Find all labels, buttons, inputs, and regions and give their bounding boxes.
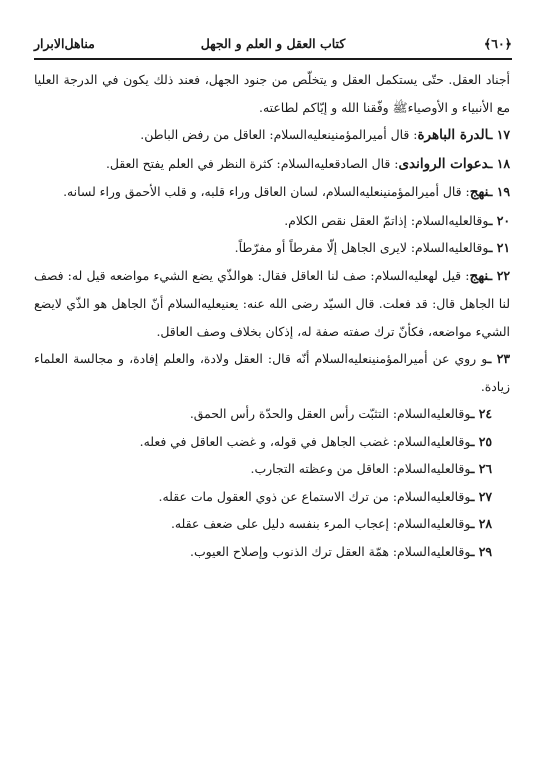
entry-text: : قال أميرالمؤمنينعليه‌السلام، لسان العاقل وراء قلبه، و قلب الأحمق وراء لسانه. xyxy=(63,184,470,199)
source-name: نهج xyxy=(469,267,489,284)
entry-number: ٢١ ـ xyxy=(488,240,510,255)
entry-text: وقالعليه‌السلام: إعجاب المرء بنفسه دليل على ضعف عقله. xyxy=(170,516,471,531)
paragraph-continuation xyxy=(34,66,510,121)
entry-number: ٢٧ ـ xyxy=(470,488,492,504)
hadith-18 xyxy=(34,150,510,179)
entry-number: ٢٥ ـ xyxy=(470,433,492,449)
header-rule xyxy=(34,58,512,60)
page-body xyxy=(34,66,510,565)
entry-text: و روي عن أميرالمؤمنينعليه‌السلام أنّه قال: العقل ولادة، والعلم إفادة، و مجالسة العلماء زيادة. xyxy=(34,351,510,394)
entry-number: ٢٠ ـ xyxy=(488,212,510,228)
entry-text: : قال الصادقعليه‌السلام: كثرة النظر في العلم يفتح العقل. xyxy=(105,155,399,171)
entry-text: وقالعليه‌السلام: غضب الجاهل في قوله، و غضب العاقل في فعله. xyxy=(139,433,471,449)
entry-number: ١٨ ـ xyxy=(488,155,510,171)
hadith-25 xyxy=(34,428,510,456)
hadith-24 xyxy=(34,400,510,428)
source-name: نهج xyxy=(469,184,489,200)
entry-text: : قال أميرالمؤمنينعليه‌السلام: العاقل من رفض الباطن. xyxy=(140,127,418,142)
chapter-title: كتاب العقل و العلم و الجهل xyxy=(200,36,346,51)
entry-number: ٢٢ ـ xyxy=(488,267,511,283)
hadith-26 xyxy=(34,455,510,483)
hadith-17 xyxy=(34,121,510,150)
entry-text: وقالعليه‌السلام: التثبّت رأس العقل والحدّة رأس الحمق. xyxy=(189,406,471,421)
hadith-28 xyxy=(34,510,510,538)
entry-number: ٢٩ ـ xyxy=(470,543,492,559)
hadith-19 xyxy=(34,178,510,207)
book-title: مناهل‌الابرار xyxy=(34,36,95,51)
paragraph-text: أجناد العقل. حتّى يستكمل العقل و يتخلّص من جنود الجهل، فعند ذلك يكون في الدرجة العليا مع الأنبياء و الأوصياءﷺ وفّقنا الله و إيّاكم لطاعته. xyxy=(34,72,510,115)
entry-number: ٢٨ ـ xyxy=(470,516,492,531)
source-name: الدرة الباهرة xyxy=(417,127,489,143)
hadith-22 xyxy=(34,262,510,346)
entry-text: وقالعليه‌السلام: إذاتمّ العقل نقص الكلام. xyxy=(284,212,489,228)
entry-number: ٢٤ ـ xyxy=(470,406,492,421)
hadith-29 xyxy=(34,538,510,566)
hadith-23 xyxy=(34,345,510,400)
page-number: ﴿٦٠﴾ xyxy=(483,36,512,51)
entry-number: ٢٦ ـ xyxy=(470,461,492,476)
page-header xyxy=(34,34,512,56)
hadith-21 xyxy=(34,234,510,262)
entry-text: : قيل لهعليه‌السلام: صف لنا العاقل فقال: هوالذّي يضع الشيء مواضعه قيل له: فصف لنا الجاهل قال: قد فعلت. قال السيّد رضى الله عنه: يعنيعليه‌السلام أنّ الجاهل هو الذّي لايضع الشيء مواضعه، فكأنّ ترك صفته صفة له، إذكان بخلاف وصف العاقل. xyxy=(34,267,510,339)
hadith-27 xyxy=(34,483,510,511)
entry-number: ١٧ ـ xyxy=(488,127,510,142)
entry-text: وقالعليه‌السلام: لايرى الجاهل إلّا مفرطاً أو مفرّطاً. xyxy=(234,240,489,255)
entry-number: ١٩ ـ xyxy=(488,184,510,199)
hadith-20 xyxy=(34,207,510,235)
entry-number: ٢٣ ـ xyxy=(487,351,510,366)
entry-text: وقالعليه‌السلام: العاقل من وعظته التجارب. xyxy=(250,461,471,476)
source-name: دعوات الرواندى xyxy=(398,155,489,172)
entry-text: وقالعليه‌السلام: همّة العقل ترك الذنوب وإصلاح العيوب. xyxy=(190,543,471,559)
entry-text: وقالعليه‌السلام: من ترك الاستماع عن ذوي العقول مات عقله. xyxy=(158,488,471,504)
